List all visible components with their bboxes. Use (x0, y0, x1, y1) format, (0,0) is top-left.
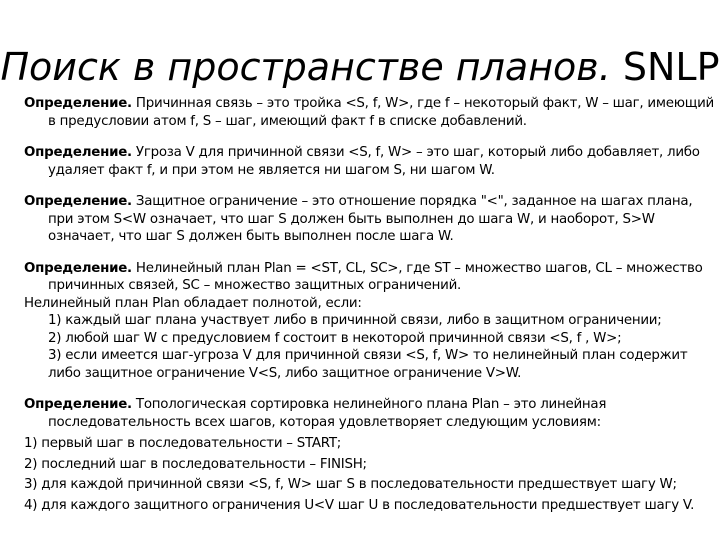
slide-title (0, 44, 720, 90)
definition-text-line: Топологическая сортировка нелинейного плана Plan – это линейная (135, 397, 607, 412)
definition-text-line: причинных связей, SC – множество защитных ограничений. (48, 278, 462, 293)
title-italic: Поиск в пространстве планов. (0, 45, 611, 89)
slide-body (24, 95, 714, 514)
completeness-item: 3) если имеется шаг-угроза V для причинной связи <S, f, W> то нелинейный план содержит (48, 348, 688, 363)
definition-topological-sort (24, 396, 714, 514)
definition-label: Определение. (24, 194, 132, 209)
definition-threat (24, 144, 714, 179)
definition-label: Определение. (24, 145, 132, 160)
completeness-item: либо защитное ограничение V<S, либо защитное ограничение V>W. (48, 365, 522, 381)
definition-nonlinear-plan (24, 260, 714, 383)
definition-text-line: в предусловии атом f, S – шаг, имеющий факт f в списке добавлений. (48, 113, 527, 129)
definition-protective-constraint (24, 193, 714, 246)
title-plain: SNLP (622, 45, 720, 89)
definition-causal-link (24, 95, 714, 130)
completeness-item: 1) каждый шаг плана участвует либо в причинной связи, либо в защитном ограничении; (48, 313, 662, 328)
definition-text-line: при этом S<W означает, что шаг S должен быть выполнен до шага W, и наоборот, S>W (48, 211, 655, 227)
definition-text-line: последовательность всех шагов, которая удовлетворяет следующим условиям: (48, 414, 601, 430)
definition-text-line: Защитное ограничение – это отношение порядка "<", заданное на шагах плана, (135, 194, 693, 209)
topo-condition-item: 1) первый шаг в последовательности – START; (24, 436, 342, 451)
definition-text-line: Нелинейный план Plan = <ST, CL, SC>, где ST – множество шагов, CL – множество (135, 260, 703, 276)
completeness-item: 2) любой шаг W с предусловием f состоит в некоторой причинной связи <S, f , W>; (48, 330, 622, 346)
definition-text-line: означает, что шаг S должен быть выполнен после шага W. (48, 229, 454, 244)
definition-text-line: Причинная связь – это тройка <S, f, W>, где f – некоторый факт, W – шаг, имеющий (135, 96, 714, 111)
definition-text-line: Угроза V для причинной связи <S, f, W> – это шаг, который либо добавляет, либо (135, 145, 700, 160)
definition-label: Определение. (24, 397, 132, 412)
topo-condition-item: 2) последний шаг в последовательности – FINISH; (24, 456, 367, 472)
topo-condition-item: 4) для каждого защитного ограничения U<V шаг U в последовательности предшествует шагу V. (24, 497, 695, 513)
completeness-intro: Нелинейный план Plan обладает полнотой, если: (24, 295, 362, 311)
definition-label: Определение. (24, 96, 132, 111)
definition-text-line: удаляет факт f, и при этом не является ни шагом S, ни шагом W. (48, 162, 495, 178)
topo-condition-item: 3) для каждой причинной связи <S, f, W> шаг S в последовательности предшествует шагу W; (24, 477, 677, 492)
definition-label: Определение. (24, 260, 132, 276)
